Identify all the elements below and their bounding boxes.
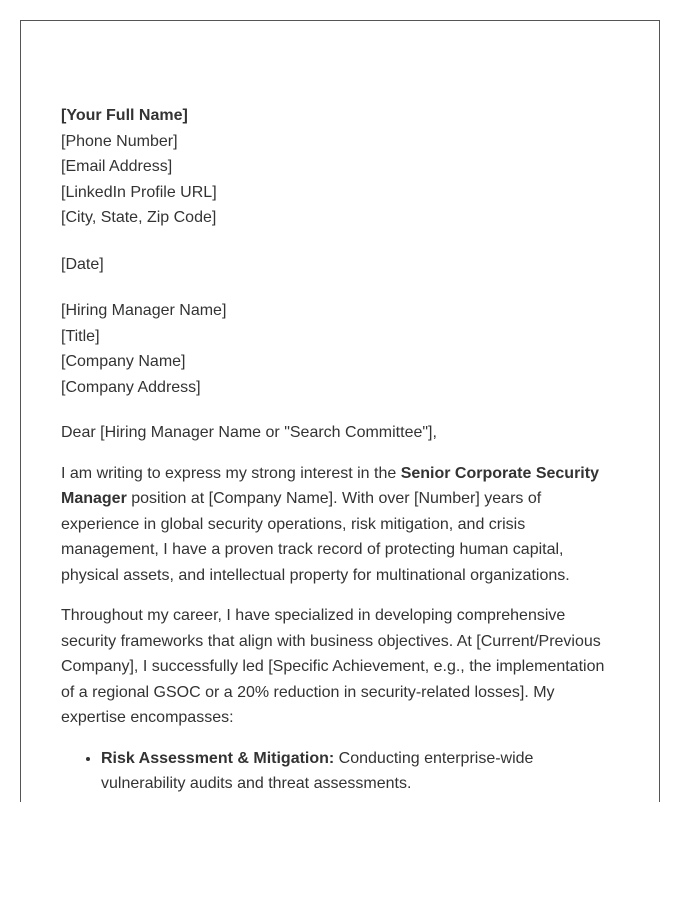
- list-item-text: Conducting enterprise-wide vulnerability audits and threat assessments.: [101, 749, 534, 792]
- sender-linkedin: [LinkedIn Profile URL]: [61, 183, 217, 201]
- role-title: Senior Corporate Security Manager: [61, 464, 599, 507]
- paragraph-intro-lead: I am writing to express my strong interest in the: [61, 464, 401, 482]
- recipient-company: [Company Name]: [61, 353, 186, 370]
- sender-location: [City, State, Zip Code]: [61, 209, 217, 226]
- list-item-heading: Risk Assessment & Mitigation:: [101, 749, 335, 767]
- sender-block: [61, 103, 617, 231]
- expertise-list: [61, 746, 617, 797]
- recipient-name: [Hiring Manager Name]: [61, 302, 227, 319]
- paragraph-intro-rest: position at [Company Name]. With over [Number] years of experience in global security operations, risk mitigation, and crisis management, I have a proven track record of protecting human capital, physical assets, and intellectual property for multinational organizations.: [61, 490, 570, 584]
- sender-name: [Your Full Name]: [61, 107, 188, 124]
- sender-email: [Email Address]: [61, 158, 173, 175]
- sender-phone: [Phone Number]: [61, 132, 178, 150]
- salutation: Dear [Hiring Manager Name or "Search Committee"],: [61, 424, 437, 441]
- date-block: [61, 252, 617, 278]
- paragraph-intro: [61, 461, 617, 589]
- recipient-title: [Title]: [61, 327, 100, 345]
- recipient-address: [Company Address]: [61, 378, 201, 396]
- list-item: [101, 746, 617, 797]
- paragraph-experience: Throughout my career, I have specialized in developing comprehensive security frameworks that align with business objectives. At [Current/Previous Company], I successfully led [Specific Achievement, e.g., the implementation of a regional GSOC or a 20% reduction in security-related losses]. My expertise encompasses:: [61, 607, 605, 726]
- letter-content: [61, 103, 617, 797]
- letter-date: [Date]: [61, 255, 104, 273]
- recipient-block: [61, 298, 617, 400]
- letter-page: [20, 20, 660, 802]
